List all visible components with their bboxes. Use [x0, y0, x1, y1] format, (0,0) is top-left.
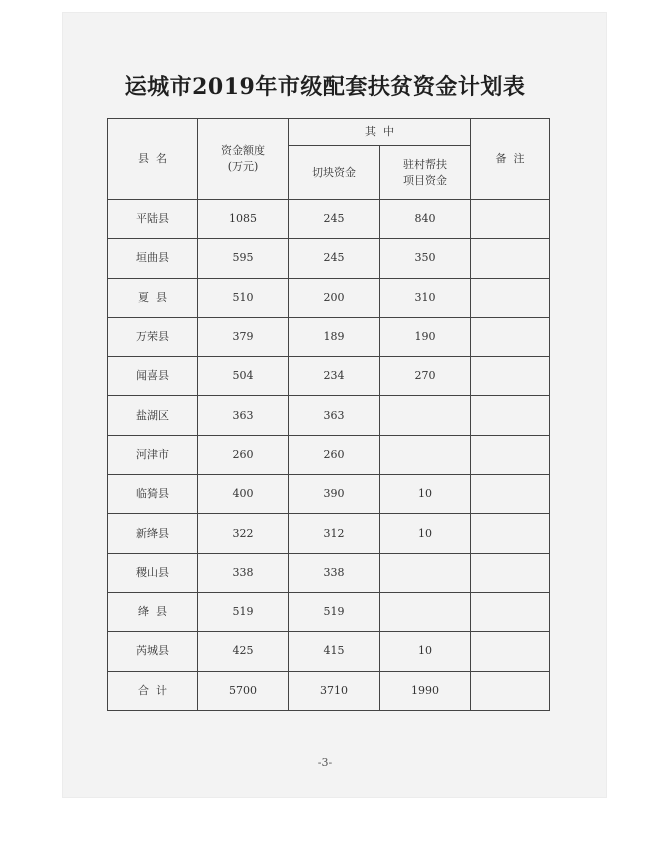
cell-village-funds: 310 [380, 278, 471, 317]
cell-remarks [471, 200, 550, 239]
total-remarks [471, 671, 550, 710]
table-header [108, 119, 550, 200]
cell-block-funds: 519 [289, 592, 380, 631]
cell-remarks [471, 514, 550, 553]
cell-block-funds: 234 [289, 357, 380, 396]
cell-village-funds [380, 592, 471, 631]
table-row [108, 239, 550, 278]
cell-village-funds: 840 [380, 200, 471, 239]
table-row [108, 475, 550, 514]
cell-amount: 504 [198, 357, 289, 396]
total-row [108, 671, 550, 710]
cell-county: 万荣县 [108, 317, 198, 356]
cell-amount: 379 [198, 317, 289, 356]
cell-village-funds: 10 [380, 514, 471, 553]
cell-county: 河津市 [108, 435, 198, 474]
header-remarks: 备 注 [471, 119, 550, 200]
cell-remarks [471, 435, 550, 474]
table-row [108, 396, 550, 435]
cell-village-funds: 10 [380, 632, 471, 671]
table-row [108, 435, 550, 474]
table-row [108, 278, 550, 317]
cell-block-funds: 415 [289, 632, 380, 671]
cell-remarks [471, 475, 550, 514]
header-amount-unit: (万元) [227, 160, 259, 173]
cell-county: 盐湖区 [108, 396, 198, 435]
table-row [108, 592, 550, 631]
cell-amount: 260 [198, 435, 289, 474]
cell-remarks [471, 396, 550, 435]
cell-block-funds: 260 [289, 435, 380, 474]
cell-block-funds: 390 [289, 475, 380, 514]
cell-amount: 363 [198, 396, 289, 435]
page-number: -3- [317, 756, 333, 769]
cell-county: 闻喜县 [108, 357, 198, 396]
total-label: 合 计 [108, 671, 198, 710]
table-row [108, 514, 550, 553]
table-row [108, 200, 550, 239]
header-village-funds [380, 146, 471, 200]
cell-amount: 595 [198, 239, 289, 278]
header-village-funds-line2: 项目资金 [403, 173, 447, 187]
cell-remarks [471, 592, 550, 631]
header-county: 县 名 [108, 119, 198, 200]
table-row [108, 553, 550, 592]
cell-remarks [471, 357, 550, 396]
cell-county: 稷山县 [108, 553, 198, 592]
cell-village-funds: 10 [380, 475, 471, 514]
cell-block-funds: 245 [289, 239, 380, 278]
cell-remarks [471, 317, 550, 356]
header-amount [198, 119, 289, 200]
cell-village-funds: 190 [380, 317, 471, 356]
header-of-which: 其 中 [289, 119, 471, 146]
cell-block-funds: 338 [289, 553, 380, 592]
header-village-funds-line1: 驻村帮扶 [403, 157, 447, 171]
cell-remarks [471, 632, 550, 671]
cell-county: 夏 县 [108, 278, 198, 317]
cell-block-funds: 363 [289, 396, 380, 435]
cell-amount: 400 [198, 475, 289, 514]
cell-amount: 425 [198, 632, 289, 671]
cell-amount: 519 [198, 592, 289, 631]
header-amount-label: 资金额度 [221, 144, 265, 157]
table-row [108, 632, 550, 671]
cell-county: 垣曲县 [108, 239, 198, 278]
funding-plan-table [107, 118, 550, 711]
cell-amount: 510 [198, 278, 289, 317]
cell-county: 临猗县 [108, 475, 198, 514]
cell-remarks [471, 239, 550, 278]
cell-village-funds [380, 396, 471, 435]
cell-village-funds: 350 [380, 239, 471, 278]
total-village-funds: 1990 [380, 671, 471, 710]
cell-county: 新绛县 [108, 514, 198, 553]
cell-block-funds: 245 [289, 200, 380, 239]
cell-block-funds: 189 [289, 317, 380, 356]
total-amount: 5700 [198, 671, 289, 710]
cell-remarks [471, 278, 550, 317]
cell-village-funds [380, 435, 471, 474]
cell-remarks [471, 553, 550, 592]
table-row [108, 357, 550, 396]
cell-amount: 338 [198, 553, 289, 592]
cell-block-funds: 312 [289, 514, 380, 553]
document-title: 运城市2019年市级配套扶贫资金计划表 [124, 74, 526, 100]
cell-village-funds: 270 [380, 357, 471, 396]
cell-amount: 322 [198, 514, 289, 553]
header-block-funds: 切块资金 [289, 146, 380, 200]
total-block-funds: 3710 [289, 671, 380, 710]
cell-amount: 1085 [198, 200, 289, 239]
cell-county: 芮城县 [108, 632, 198, 671]
cell-county: 平陆县 [108, 200, 198, 239]
cell-block-funds: 200 [289, 278, 380, 317]
cell-county: 绛 县 [108, 592, 198, 631]
table-row [108, 317, 550, 356]
cell-village-funds [380, 553, 471, 592]
table-body [108, 200, 550, 711]
